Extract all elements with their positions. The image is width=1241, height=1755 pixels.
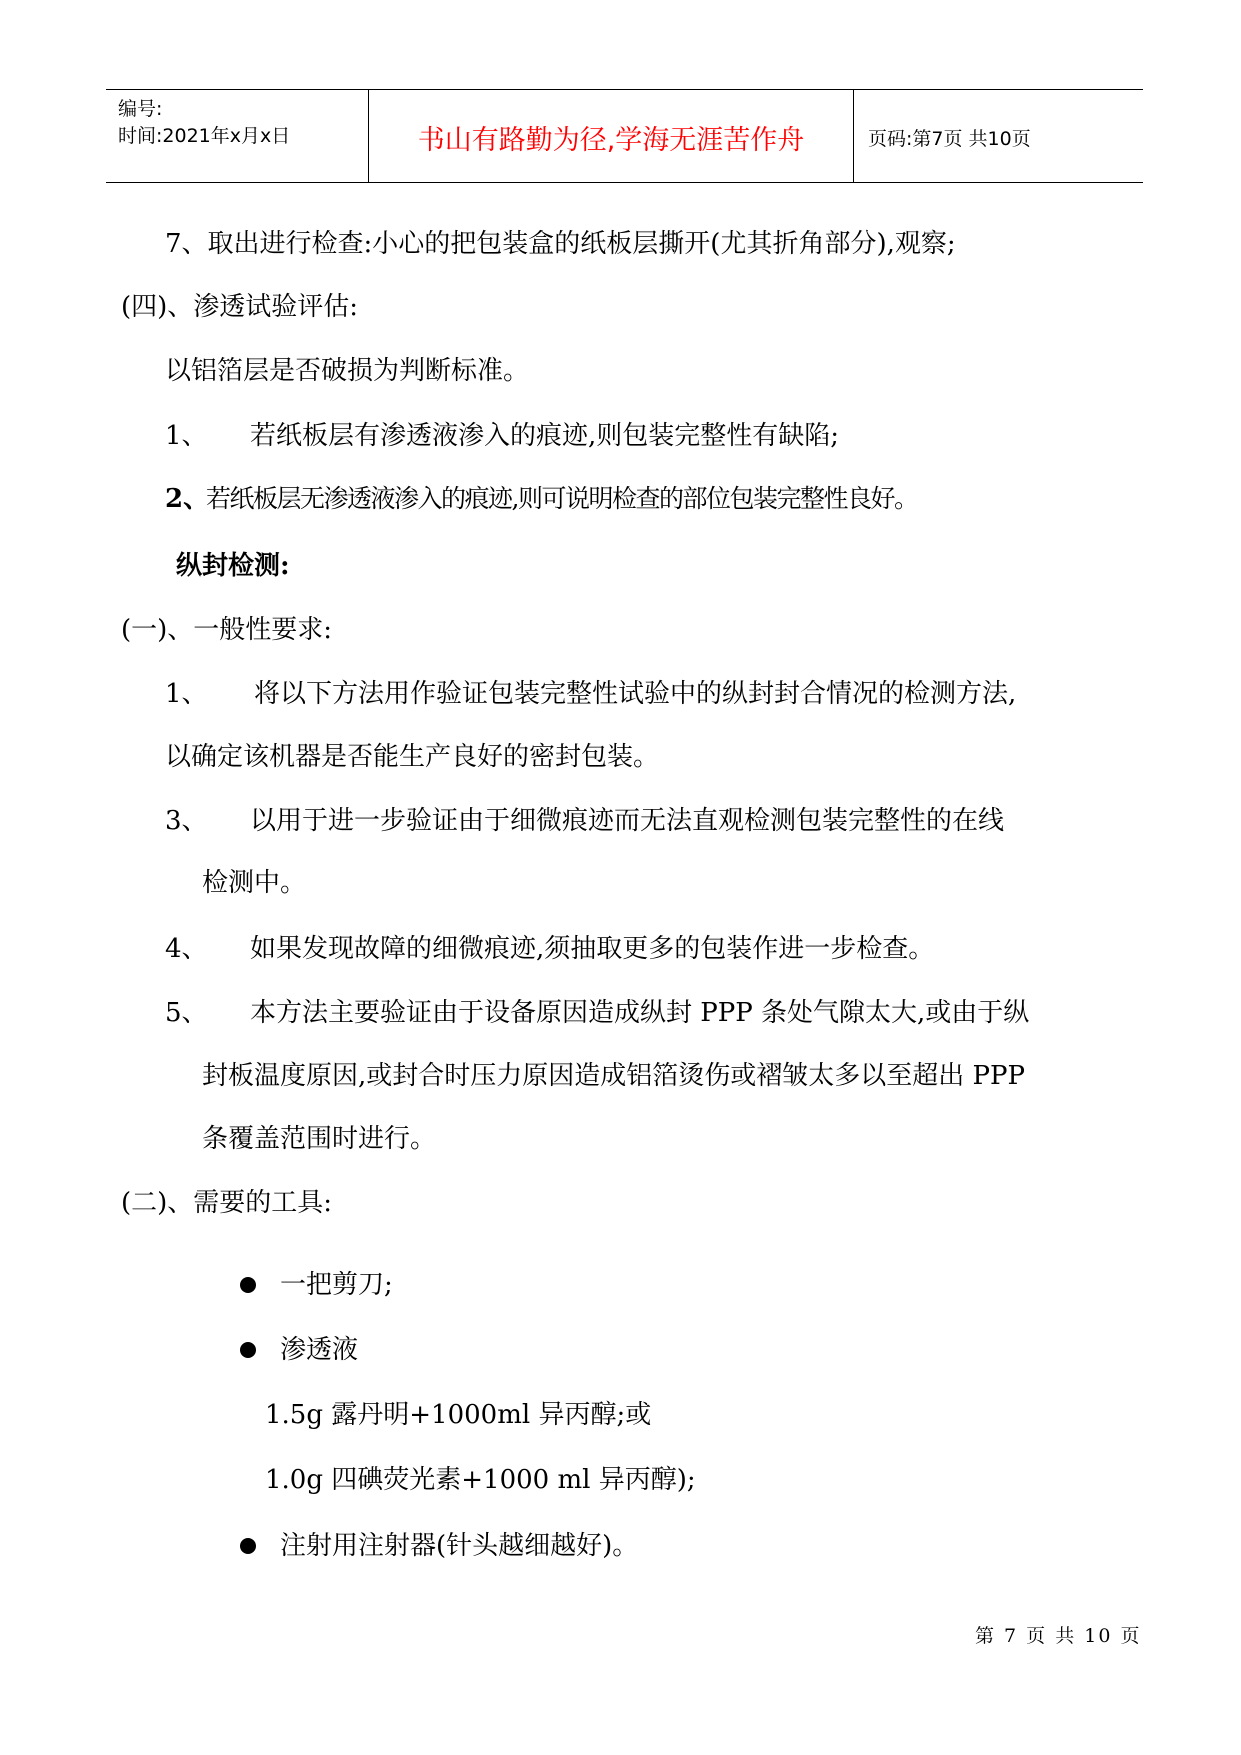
list-item-text: 如果发现故障的细微痕迹,须抽取更多的包装作进一步检查。 [250, 934, 935, 964]
formula-line: 1.5g 露丹明+1000ml 异丙醇;或 [265, 1400, 652, 1430]
list-item-continuation: 条覆盖范围时进行。 [202, 1124, 437, 1154]
list-number: 3、 [165, 806, 208, 836]
list-item-continuation: 封板温度原因,或封合时压力原因造成铝箔烫伤或褶皱太多以至超出 PPP [202, 1061, 1026, 1091]
list-item-text: 以用于进一步验证由于细微痕迹而无法直观检测包装完整性的在线 [250, 806, 1005, 836]
header-motto-cell [368, 90, 854, 182]
section-heading-tools: (二)、需要的工具: [121, 1188, 333, 1218]
list-number: 1、 [165, 679, 208, 709]
list-number: 4、 [165, 934, 208, 964]
bullet-icon [240, 1277, 256, 1293]
list-item-continuation: 检测中。 [202, 868, 307, 898]
section-heading-general-requirements: (一)、一般性要求: [121, 615, 333, 645]
bullet-icon [240, 1342, 256, 1358]
tool-item: 渗透液 [280, 1335, 359, 1365]
list-item-continuation: 以确定该机器是否能生产良好的密封包装。 [165, 742, 660, 772]
section-heading-penetration-eval: (四)、渗透试验评估: [121, 292, 359, 322]
list-item-text: 将以下方法用作验证包装完整性试验中的纵封封合情况的检测方法, [254, 679, 1017, 709]
list-item-text: 若纸板层有渗透液渗入的痕迹,则包装完整性有缺陷; [250, 421, 840, 451]
header-page-number: 页码:第7页 共10页 [868, 128, 1031, 150]
list-number: 5、 [165, 998, 208, 1028]
tool-item: 注射用注射器(针头越细越好)。 [280, 1531, 639, 1561]
document-time-label: 时间:2021年x月x日 [118, 125, 291, 147]
header-motto: 书山有路勤为径,学海无涯苦作舟 [417, 125, 805, 156]
header-page-cell [854, 90, 1143, 182]
section-heading-longitudinal-seal: 纵封检测: [176, 551, 290, 581]
header-meta-cell [106, 90, 368, 182]
page-footer: 第 7 页 共 10 页 [975, 1625, 1142, 1647]
page-header [106, 89, 1143, 183]
formula-line: 1.0g 四碘荧光素+1000 ml 异丙醇); [265, 1465, 696, 1495]
list-number: 2、 [165, 484, 210, 514]
criterion-line: 以铝箔层是否破损为判断标准。 [165, 356, 530, 386]
bullet-icon [240, 1538, 256, 1554]
list-item-text: 本方法主要验证由于设备原因造成纵封 PPP 条处气隙太大,或由于纵 [250, 998, 1030, 1028]
list-number: 1、 [165, 421, 208, 451]
list-item-text: 若纸板层无渗透液渗入的痕迹,则可说明检查的部位包装完整性良好。 [206, 484, 918, 513]
tool-item: 一把剪刀; [280, 1270, 393, 1300]
step-7-line: 7、取出进行检查:小心的把包装盒的纸板层撕开(尤其折角部分),观察; [165, 229, 956, 259]
document-number-label: 编号: [118, 98, 163, 120]
